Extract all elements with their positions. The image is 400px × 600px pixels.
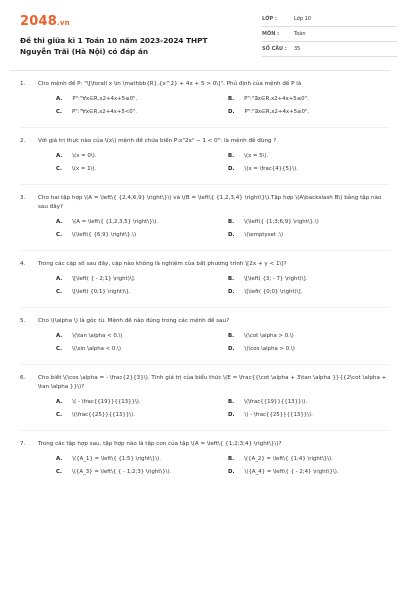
option-row	[38, 231, 390, 244]
header-divider	[10, 70, 390, 71]
meta-value: Toán	[294, 31, 306, 37]
option-text: \[\left( {3; - 7} \right)\].	[244, 276, 308, 282]
option-row	[38, 398, 390, 411]
question-number: 1.	[20, 81, 26, 87]
option-row	[38, 288, 390, 301]
option-label: B.	[228, 219, 235, 225]
option-b[interactable]	[228, 275, 307, 284]
option-text: \({A_3} = \left\{ { - 1;2;3} \right\}\).	[72, 469, 172, 475]
option-c[interactable]	[56, 108, 137, 117]
option-text: \(x = \frac{4}{5}\).	[244, 166, 298, 172]
option-c[interactable]	[56, 231, 136, 240]
site-logo[interactable]	[20, 14, 70, 29]
question-stem: Trong các cặp số sau đây, cặp nào không là nghiệm của bất phương trình \[2x + y < 1\]?	[38, 261, 287, 267]
option-c[interactable]	[56, 411, 135, 420]
option-text: \(\left\{ {6;9} \right\}.\)	[72, 232, 137, 238]
question-separator	[20, 250, 390, 251]
option-a[interactable]	[56, 218, 158, 227]
option-row	[38, 218, 390, 231]
option-row	[38, 411, 390, 424]
document-meta	[262, 14, 397, 59]
question-2	[20, 137, 390, 185]
option-text: P":"∃x∈R,x2+4x+5≤0".	[244, 96, 309, 102]
option-text: \( - \frac{{25}}{{13}}\).	[244, 412, 313, 418]
option-text: \(x = 1\).	[72, 166, 97, 172]
option-b[interactable]	[228, 152, 268, 161]
meta-row-subject	[262, 29, 397, 42]
question-number: 5.	[20, 318, 26, 324]
question-3	[20, 194, 390, 251]
option-c[interactable]	[56, 288, 130, 297]
option-label: C.	[56, 109, 63, 115]
option-text: P":"∃x∈R,x2+4x+5≥0".	[244, 109, 310, 115]
option-label: D.	[228, 469, 235, 475]
option-row	[38, 468, 390, 481]
option-label: B.	[228, 456, 235, 462]
document-title: Đề thi giữa kì 1 Toán 10 năm 2023-2024 THPT Nguyễn Trãi (Hà Nội) có đáp án	[20, 36, 208, 56]
question-separator	[20, 307, 390, 308]
logo-suffix: .vn	[56, 19, 70, 27]
option-d[interactable]	[228, 231, 283, 240]
option-label: C.	[56, 289, 63, 295]
option-d[interactable]	[228, 468, 339, 477]
option-label: D.	[228, 412, 235, 418]
option-label: B.	[228, 333, 235, 339]
option-text: \(\cos \alpha > 0.\)	[244, 346, 295, 352]
option-b[interactable]	[228, 455, 333, 464]
document-header	[10, 10, 390, 60]
option-c[interactable]	[56, 468, 171, 477]
question-stem: Trong các tập hợp sau, tập hợp nào là tập con của tập \(A = \left\{ {1;2;3;4} \right\}\)?	[38, 441, 282, 447]
option-d[interactable]	[228, 288, 302, 297]
option-row	[38, 455, 390, 468]
question-stem: Với giá trị thực nào của \(x\) mệnh đề chứa biến P:x"2x² − 1 < 0": là mệnh đề đúng ?	[38, 138, 277, 144]
option-label: B.	[228, 96, 235, 102]
question-7	[20, 440, 390, 481]
meta-value: Lớp 10	[294, 16, 311, 22]
option-row	[38, 275, 390, 288]
option-c[interactable]	[56, 165, 96, 174]
option-row	[38, 152, 390, 165]
question-6	[20, 374, 390, 431]
option-label: B.	[228, 153, 235, 159]
answer-options	[20, 455, 390, 481]
answer-options	[20, 275, 390, 301]
option-b[interactable]	[228, 218, 319, 227]
option-text: \(A = \left\{ {1,2,3,5} \right\}\).	[72, 219, 159, 225]
option-label: A.	[56, 276, 63, 282]
question-1	[20, 80, 390, 128]
question-text	[20, 374, 390, 392]
option-label: C.	[56, 469, 63, 475]
question-5	[20, 317, 390, 365]
option-label: C.	[56, 412, 63, 418]
option-d[interactable]	[228, 411, 313, 420]
option-row	[38, 95, 390, 108]
question-4	[20, 260, 390, 308]
question-list	[20, 80, 390, 490]
option-b[interactable]	[228, 398, 307, 407]
question-text	[20, 80, 390, 89]
option-text: P":"∀x∈R,x2+4x+5≤0".	[72, 96, 138, 102]
option-row	[38, 332, 390, 345]
meta-key: MÔN :	[262, 31, 280, 37]
question-separator	[20, 127, 390, 128]
question-stem: Cho biết \(\cos \alpha = - \frac{2}{3}\). Tính giá trị của biểu thức \(E = \frac{{\cot \alpha + 3\tan \alpha }}{{2\cot \alpha + \tan \alpha }}\)?	[38, 375, 387, 390]
logo-main: 2048	[20, 14, 57, 29]
option-text: \({A_4} = \left\{ { - 2;4} \right\}\).	[244, 469, 339, 475]
option-b[interactable]	[228, 95, 309, 104]
question-text	[20, 440, 390, 449]
question-separator	[20, 430, 390, 431]
option-label: C.	[56, 346, 63, 352]
question-text	[20, 260, 390, 269]
question-stem: Cho \(\alpha \) là góc tù. Mệnh đề nào đúng trong các mệnh đề sau?	[38, 318, 230, 324]
option-label: A.	[56, 219, 63, 225]
option-label: C.	[56, 166, 63, 172]
question-number: 6.	[20, 375, 26, 381]
meta-value: 35	[294, 46, 301, 52]
option-label: B.	[228, 399, 235, 405]
answer-options	[20, 152, 390, 178]
option-c[interactable]	[56, 345, 121, 354]
option-label: A.	[56, 96, 63, 102]
option-text: \[\left( {0;1} \right)\].	[72, 289, 130, 295]
option-text: P":"∀x∈R,x2+4x+5<0".	[72, 109, 137, 115]
option-a[interactable]	[56, 275, 135, 284]
meta-key: LỚP :	[262, 16, 277, 22]
option-text: \(\sin \alpha < 0.\)	[72, 346, 121, 352]
question-stem: Cho hai tập hợp \(A = \left\{ {2,4,6,9} \right\}\) và \(B = \left\{ {1,2,3,4} \right\}\).Tập hợp \(A\backslash B\) bằng tập nào sau đây?	[38, 195, 382, 210]
option-a[interactable]	[56, 95, 137, 104]
question-separator	[20, 184, 390, 185]
option-label: A.	[56, 399, 63, 405]
option-row	[38, 345, 390, 358]
option-text: \(\tan \alpha < 0.\)	[72, 333, 123, 339]
option-label: A.	[56, 153, 63, 159]
option-label: C.	[56, 232, 63, 238]
meta-row-class	[262, 14, 397, 27]
option-d[interactable]	[228, 345, 295, 354]
option-b[interactable]	[228, 332, 294, 341]
option-d[interactable]	[228, 108, 309, 117]
option-label: D.	[228, 109, 235, 115]
option-label: D.	[228, 346, 235, 352]
option-label: A.	[56, 456, 63, 462]
option-a[interactable]	[56, 398, 141, 407]
option-text: \(\left\{ {1;3;6;9} \right\}.\)	[244, 219, 319, 225]
option-text: \(x = 5\).	[244, 153, 269, 159]
meta-key: SỐ CÂU :	[262, 46, 287, 52]
question-number: 7.	[20, 441, 26, 447]
option-text: \[\left( { - 2;1} \right)\].	[72, 276, 136, 282]
question-number: 3.	[20, 195, 26, 201]
option-a[interactable]	[56, 152, 96, 161]
option-label: B.	[228, 276, 235, 282]
answer-options	[20, 398, 390, 424]
question-text	[20, 194, 390, 212]
option-text: \(\frac{{19}}{{13}}\).	[244, 399, 308, 405]
option-text: \(\cot \alpha > 0.\)	[244, 333, 294, 339]
question-number: 2.	[20, 138, 26, 144]
answer-options	[20, 332, 390, 358]
option-row	[38, 108, 390, 121]
option-d[interactable]	[228, 165, 298, 174]
option-text: \(\emptyset .\)	[244, 232, 284, 238]
option-label: A.	[56, 333, 63, 339]
question-number: 4.	[20, 261, 26, 267]
meta-row-count	[262, 44, 397, 57]
question-stem: Cho mệnh đề P: "\[\forall x \in \mathbb{R},{x^2} + 4x + 5 > 0\]". Phủ định của mệnh đề P là	[38, 81, 302, 87]
answer-options	[20, 218, 390, 244]
answer-options	[20, 95, 390, 121]
option-label: D.	[228, 232, 235, 238]
option-a[interactable]	[56, 332, 122, 341]
option-text: \(x = 0\).	[72, 153, 97, 159]
question-text	[20, 137, 390, 146]
option-text: \({A_2} = \left\{ {1;4} \right\}\).	[244, 456, 333, 462]
option-text: \( - \frac{{19}}{{13}}\).	[72, 399, 141, 405]
option-row	[38, 165, 390, 178]
option-label: D.	[228, 166, 235, 172]
option-text: \(\frac{{25}}{{13}}\).	[72, 412, 135, 418]
option-text: \({A_1} = \left\{ {1;5} \right\}\).	[72, 456, 161, 462]
question-separator	[20, 364, 390, 365]
option-label: D.	[228, 289, 235, 295]
option-text: \[\left( {0;0} \right)\].	[244, 289, 303, 295]
option-a[interactable]	[56, 455, 161, 464]
question-text	[20, 317, 390, 326]
